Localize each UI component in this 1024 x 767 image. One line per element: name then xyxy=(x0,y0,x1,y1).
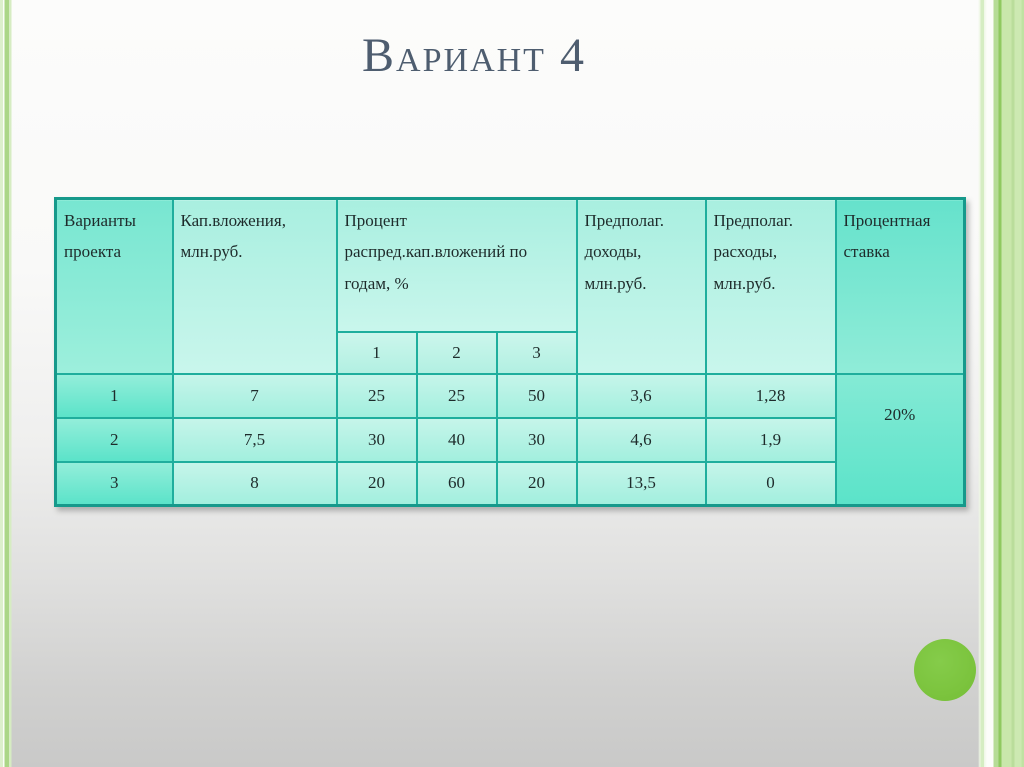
cell-income-3: 13,5 xyxy=(577,462,706,506)
table-row-2 xyxy=(56,418,965,462)
table-row-3 xyxy=(56,462,965,506)
cell-year1-3: 20 xyxy=(337,462,417,506)
cell-expenses-1: 1,28 xyxy=(706,374,836,418)
header-capex: Кап.вложения, млн.руб. xyxy=(173,199,337,374)
header-expenses: Предполаг. расходы, млн.руб. xyxy=(706,199,836,374)
header-interest-rate: Процентная ставка xyxy=(836,199,965,374)
cell-expenses-3: 0 xyxy=(706,462,836,506)
cell-year3-3: 20 xyxy=(497,462,577,506)
table-header-row xyxy=(56,199,965,332)
cell-year2-3: 60 xyxy=(417,462,497,506)
slide-title: Вариант 4 xyxy=(362,29,586,82)
cell-income-2: 4,6 xyxy=(577,418,706,462)
cell-variant-2: 2 xyxy=(56,418,173,462)
cell-year1-1: 25 xyxy=(337,374,417,418)
cell-variant-1: 1 xyxy=(56,374,173,418)
cell-year3-2: 30 xyxy=(497,418,577,462)
cell-capex-1: 7 xyxy=(173,374,337,418)
cell-expenses-2: 1,9 xyxy=(706,418,836,462)
header-income: Предполаг. доходы, млн.руб. xyxy=(577,199,706,374)
right-edge-stripe xyxy=(978,0,1024,767)
cell-year1-2: 30 xyxy=(337,418,417,462)
cell-capex-2: 7,5 xyxy=(173,418,337,462)
decorative-circle xyxy=(914,639,976,701)
header-percent-distribution: Процент распред.кап.вложений по годам, % xyxy=(337,199,577,332)
header-year-2: 2 xyxy=(417,332,497,374)
header-year-3: 3 xyxy=(497,332,577,374)
cell-year2-1: 25 xyxy=(417,374,497,418)
cell-interest-rate: 20% xyxy=(836,374,965,506)
cell-year2-2: 40 xyxy=(417,418,497,462)
left-edge-stripe xyxy=(0,0,12,767)
cell-capex-3: 8 xyxy=(173,462,337,506)
cell-year3-1: 50 xyxy=(497,374,577,418)
header-year-1: 1 xyxy=(337,332,417,374)
table-row-1 xyxy=(56,374,965,418)
variants-table xyxy=(54,197,966,507)
header-variants: Варианты проекта xyxy=(56,199,173,374)
cell-variant-3: 3 xyxy=(56,462,173,506)
cell-income-1: 3,6 xyxy=(577,374,706,418)
